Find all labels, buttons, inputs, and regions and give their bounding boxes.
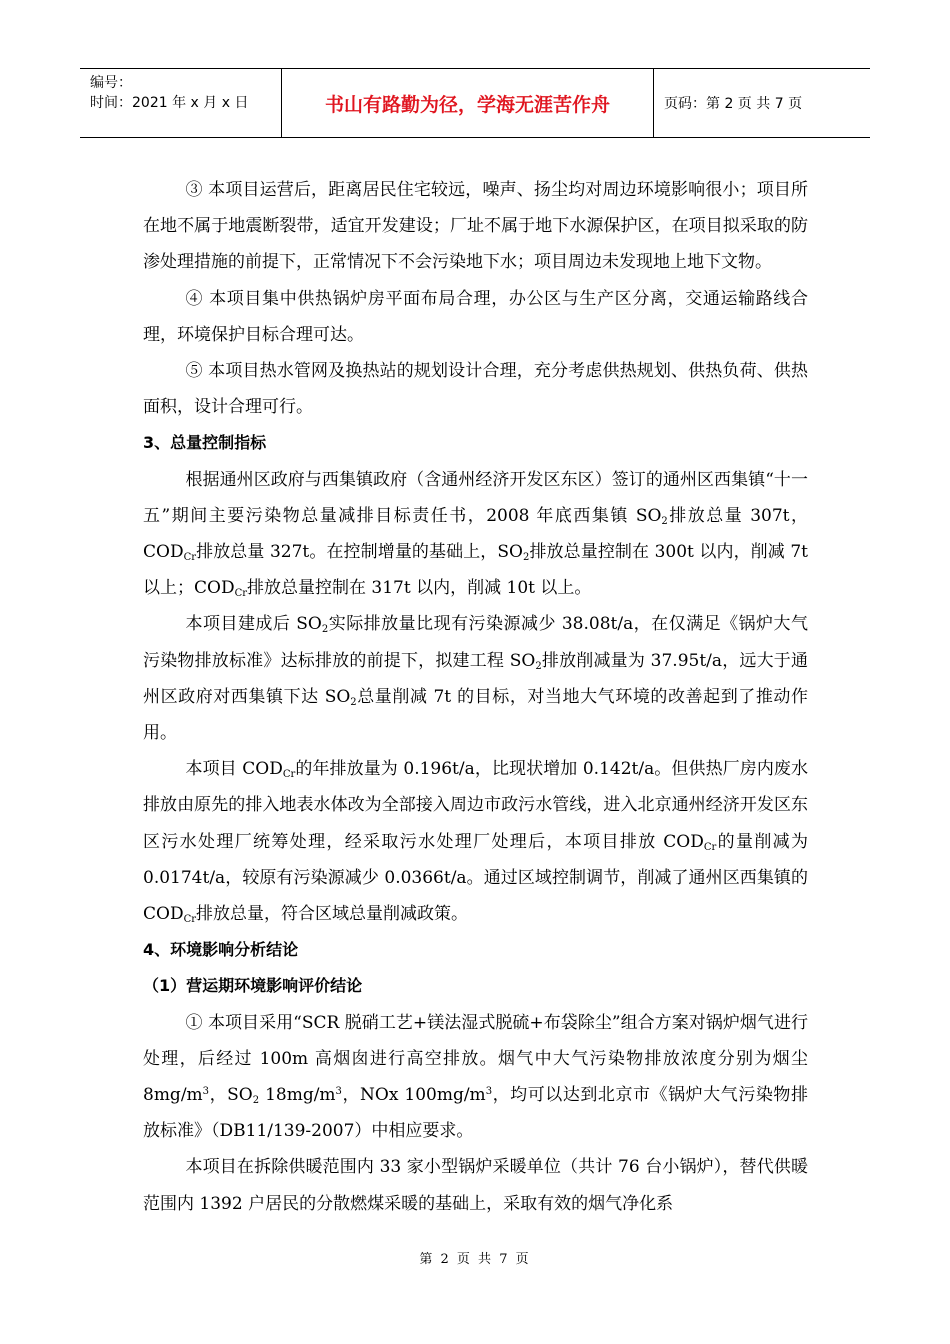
document-date: 时间：2021 年 x 月 x 日 xyxy=(90,95,249,111)
subsection-heading: （1）营运期环境影响评价结论 xyxy=(143,976,363,996)
paragraph: 根据通州区政府与西集镇政府（含通州经济开发区东区）签订的通州区西集镇“十一五”期间主要污染物总量减排目标责任书，2008 年底西集镇 $SO_2$排放总量 307t，$COD_{Cr}$排放总量 327t。在控制增量的基础上，$SO_2$排放总量控制在 300t 以内，削减 7t 以上；$COD_{Cr}$排放总量控制在 317t 以内，削减 10t 以上。 xyxy=(143,469,809,600)
paragraph: 本项目在拆除供暖范围内 33 家小型锅炉采暖单位（共计 76 台小锅炉），替代供暖范围内 1392 户居民的分散燃煤采暖的基础上，采取有效的烟气净化系 xyxy=(143,1157,808,1214)
header-meta xyxy=(80,69,282,137)
document-body xyxy=(143,172,808,1222)
section-heading: 3、总量控制指标 xyxy=(143,433,267,453)
paragraph: ③ 本项目运营后，距离居民住宅较远，噪声、扬尘均对周边环境影响很小；项目所在地不属于地震断裂带，适宜开发建设；厂址不属于地下水源保护区，在项目拟采取的防渗处理措施的前提下，正常情况下不会污染地下水；项目周边未发现地上地下文物。 xyxy=(143,180,808,273)
paragraph: ⑤ 本项目热水管网及换热站的规划设计合理，充分考虑供热规划、供热负荷、供热面积，设计合理可行。 xyxy=(143,361,808,418)
document-code: 编号： xyxy=(90,75,132,91)
paragraph: ① 本项目采用“SCR 脱硝工艺+镁法湿式脱硫+布袋除尘”组合方案对锅炉烟气进行处理，后经过 100m 高烟囱进行高空排放。烟气中大气污染物排放浓度分别为烟尘 $8mg/m^3$，$SO_2$ $18mg/m^3$，NOx $100mg/m^3$，均可以达到北京市《锅炉大气污染物排放标准》（DB11/139-2007）中相应要求。 xyxy=(143,1012,808,1142)
section-heading: 4、环境影响分析结论 xyxy=(143,940,299,960)
page-footer: 第 2 页 共 7 页 xyxy=(419,1252,531,1267)
paragraph: 本项目 $COD_{Cr}$的年排放量为 0.196t/a，比现状增加 0.142t/a。但供热厂房内废水排放由原先的排入地表水体改为全部接入周边市政污水管线，进入北京通州经济开发区东区污水处理厂统筹处理，经采取污水处理厂处理后，本项目排放 $COD_{Cr}$的量削减为 0.0174t/a，较原有污染源减少 0.0366t/a。通过区域控制调节，削减了通州区西集镇的 $COD_{Cr}$排放总量，符合区域总量削减政策。 xyxy=(143,759,809,926)
header-motto: 书山有路勤为径，学海无涯苦作舟 xyxy=(282,69,654,137)
paragraph: 本项目建成后 $SO_2$实际排放量比现有污染源减少 38.08t/a，在仅满足《锅炉大气污染物排放标准》达标排放的前提下，拟建工程 $SO_2$排放削减量为 37.95t/a，远大于通州区政府对西集镇下达 $SO_2$总量削减 7t 的目标，对当地大气环境的改善起到了推动作用。 xyxy=(143,614,809,744)
paragraph: ④ 本项目集中供热锅炉房平面布局合理，办公区与生产区分离，交通运输路线合理，环境保护目标合理可达。 xyxy=(143,288,808,345)
page-header xyxy=(80,68,870,138)
header-page-number: 页码：第 2 页 共 7 页 xyxy=(664,96,803,112)
